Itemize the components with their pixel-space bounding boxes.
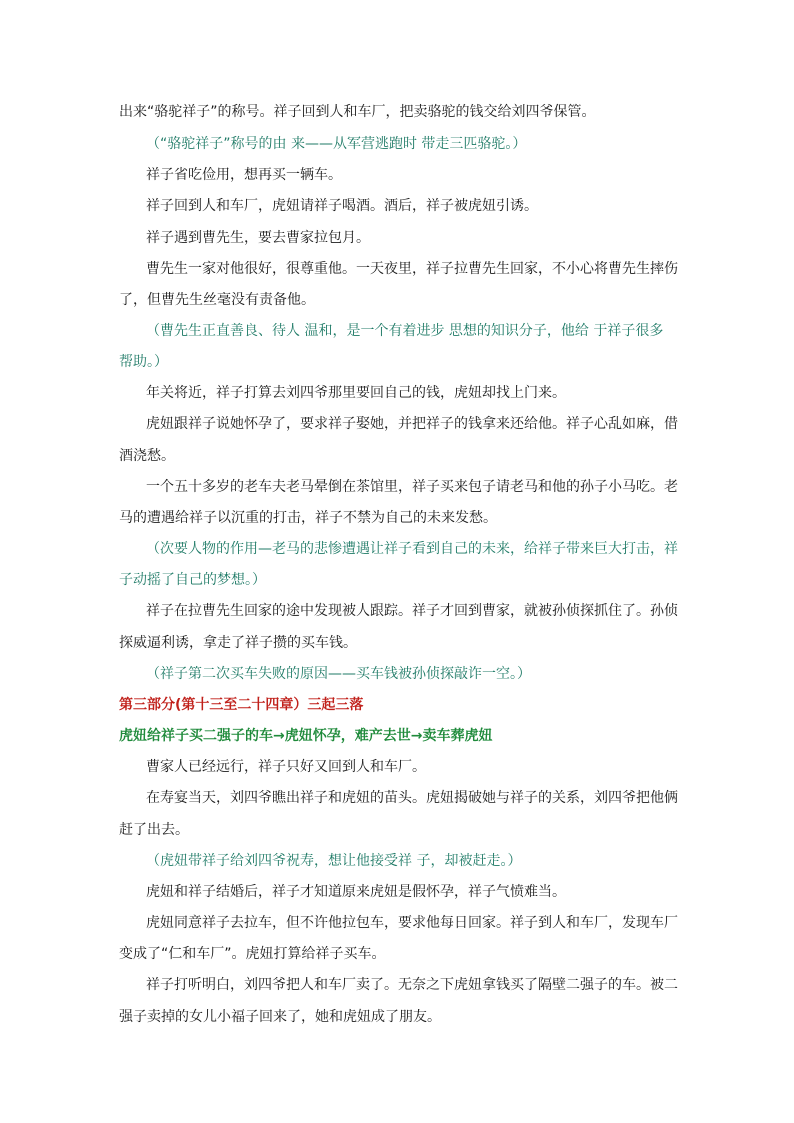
annotation-line: （祥子第二次买车失败的原因——买车钱被孙侦探敲诈一空。）	[146, 666, 531, 682]
text-line: 探威逼利诱，拿走了祥子攒的买车钱。	[119, 635, 357, 651]
text-line: 祥子回到人和车厂，虎妞请祥子喝酒。酒后，祥子被虎妞引诱。	[146, 198, 538, 214]
text-line: 虎妞跟祥子说她怀孕了，要求祥子娶她，并把祥子的钱拿来还给他。祥子心乱如麻，借	[146, 416, 678, 432]
text-line: 变成了“仁和车厂”。虎妞打算给祥子买车。	[119, 946, 386, 962]
text-line: 祥子打听明白，刘四爷把人和车厂卖了。无奈之下虎妞拿钱买了隔壁二强子的车。被二	[146, 977, 678, 993]
annotation-line: 子动摇了自己的梦想。）	[119, 572, 266, 588]
text-line: 酒浇愁。	[119, 448, 175, 464]
section-heading: 第三部分(第十三至二十四章）三起三落	[119, 697, 364, 713]
annotation-line: 帮助。）	[119, 354, 168, 370]
text-line: 马的遭遇给祥子以沉重的打击，祥子不禁为自己的未来发愁。	[119, 510, 497, 526]
text-line: 祥子遇到曹先生，要去曹家拉包月。	[146, 230, 370, 246]
text-line: 虎妞同意祥子去拉车，但不许他拉包车，要求他每日回家。祥子到人和车厂，发现车厂	[146, 915, 678, 931]
annotation-line: （虎妞带祥子给刘四爷祝寿，想让他接受祥 子，却被赶走。）	[146, 853, 522, 869]
annotation-line: （曹先生正直善良、待人 温和，是一个有着进步 思想的知识分子，他给 于祥子很多	[146, 323, 664, 339]
text-line: 了，但曹先生丝毫没有责备他。	[119, 292, 315, 308]
text-line: 曹家人已经远行，祥子只好又回到人和车厂。	[146, 759, 426, 775]
text-line: 曹先生一家对他很好，很尊重他。一天夜里，祥子拉曹先生回家，不小心将曹先生摔伤	[146, 261, 678, 277]
text-line: 在寿宴当天，刘四爷瞧出祥子和虎妞的苗头。虎妞揭破她与祥子的关系，刘四爷把他俩	[146, 790, 678, 806]
text-line: 祥子省吃俭用，想再买一辆车。	[146, 167, 342, 183]
section-summary: 虎妞给祥子买二强子的车→虎妞怀孕，难产去世→卖车葬虎妞	[119, 728, 493, 744]
text-line: 一个五十多岁的老车夫老马晕倒在茶馆里，祥子买来包子请老马和他的孙子小马吃。老	[146, 479, 678, 495]
text-line: 祥子在拉曹先生回家的途中发现被人跟踪。祥子才回到曹家，就被孙侦探抓住了。孙侦	[146, 603, 678, 619]
text-line: 年关将近，祥子打算去刘四爷那里要回自己的钱，虎妞却找上门来。	[146, 385, 566, 401]
text-line: 强子卖掉的女儿小福子回来了，她和虎妞成了朋友。	[119, 1009, 441, 1025]
annotation-line: （次要人物的作用—老马的悲惨遭遇让祥子看到自己的未来，给祥子带来巨大打击，祥	[146, 541, 678, 557]
annotation-line: （“骆驼祥子”称号的由 来——从军营逃跑时 带走三匹骆驼。）	[146, 136, 527, 152]
text-line: 虎妞和祥子结婚后，祥子才知道原来虎妞是假怀孕，祥子气愤难当。	[146, 884, 566, 900]
text-line: 赶了出去。	[119, 822, 189, 838]
text-line: 出来“骆驼祥子”的称号。祥子回到人和车厂，把卖骆驼的钱交给刘四爷保管。	[119, 104, 596, 120]
